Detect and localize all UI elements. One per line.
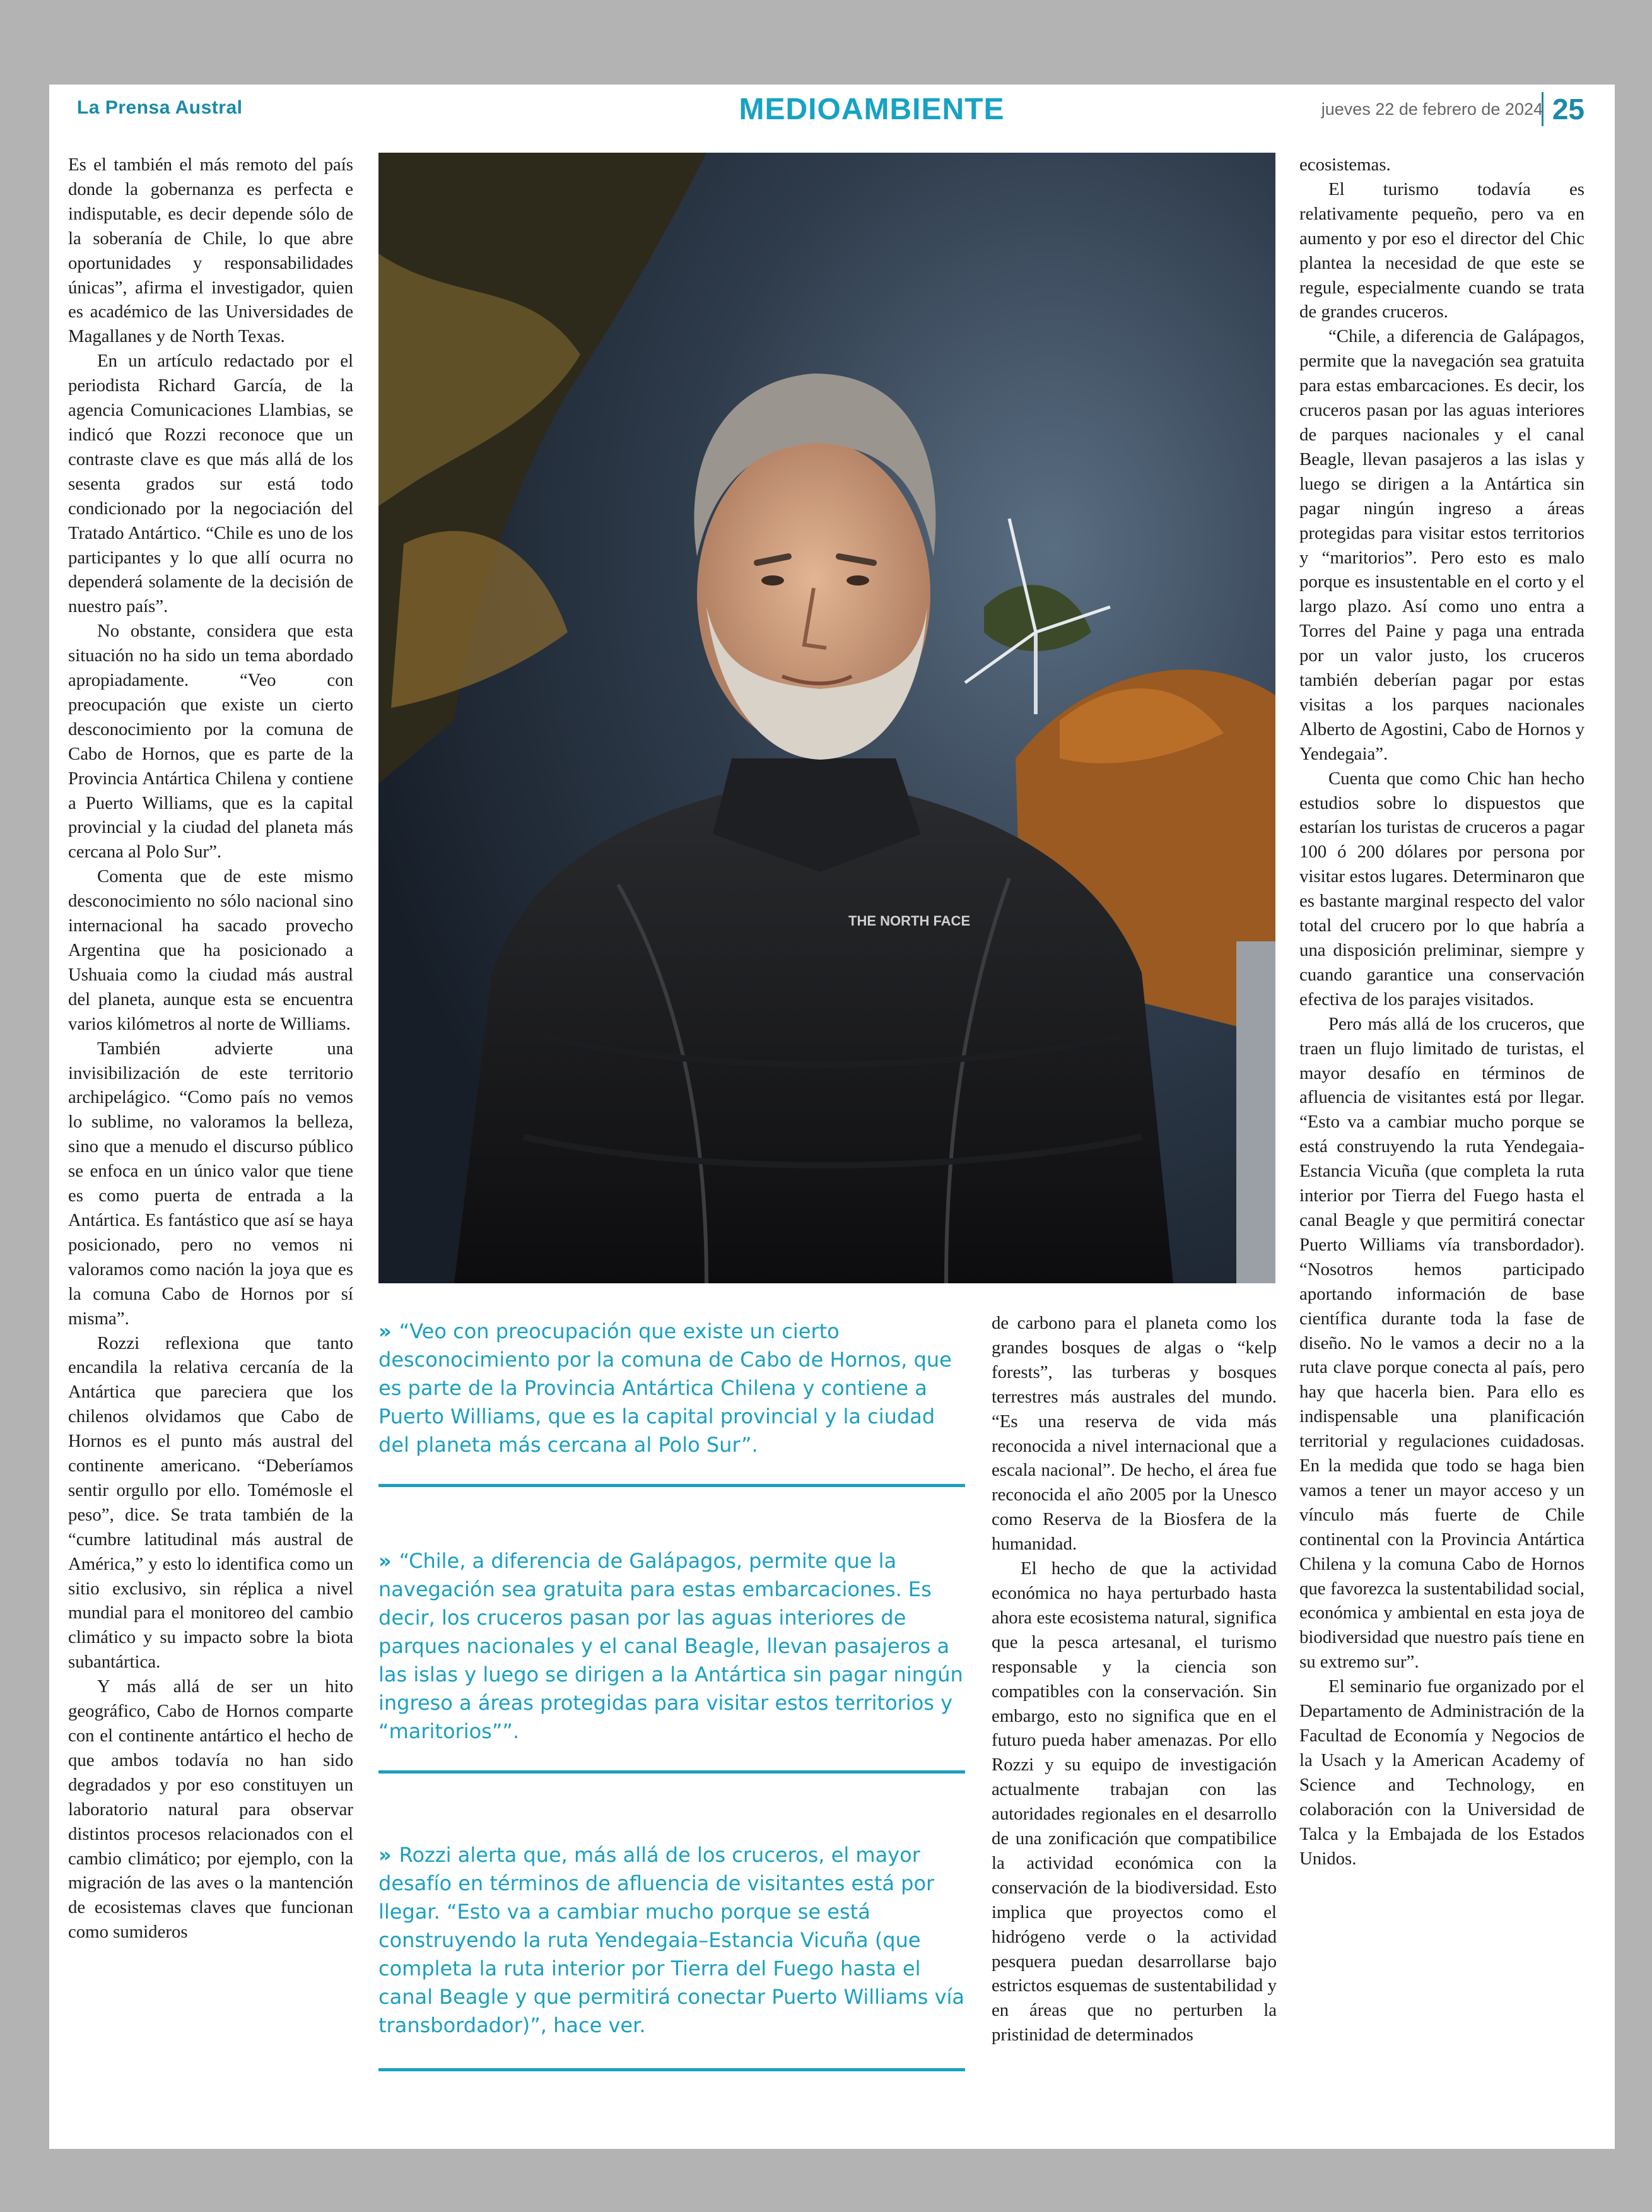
page-header [77, 92, 1585, 126]
article-paragraph: “Chile, a diferencia de Galápagos, permite que la navegación sea gratuita para estas embarcaciones. Es decir, los cruceros pasan por las aguas interiores de parques nacionales y el canal Beagle, llevan pasajeros a las islas y luego se dirigen a la Antártica sin pagar ningún ingreso a áreas protegidas para visitar estos territorios y “maritorios”. Pero esto es malo porque es insustentable en el corto y el largo plazo. Así como uno entra a Torres del Paine y paga una entrada por un valor justo, los cruceros también deberían pagar por estas visitas a los parques nacionales Alberto de Agostini, Cabo de Hornos y Yendegaia”. [1299, 326, 1585, 764]
newspaper-brand: La Prensa Austral [77, 97, 243, 118]
article-paragraph: En un artículo redactado por el periodista Richard García, de la agencia Comunicaciones Llambias, se indicó que Rozzi reconoce que un contraste clave es que más allá de los sesenta grados sur está todo condicionado por la negociación del Tratado Antártico. “Chile es uno de los participantes y lo que allí ocurra no dependerá solamente de la decisión de nuestro país”. [68, 351, 353, 617]
article-paragraph: También advierte una invisibilización de este territorio archipelágico. “Como país no vemos lo sublime, no valoramos la belleza, sino que a menudo el discurso público se enfoca en un único valor que tiene es como puerta de entrada a la Antártica. Es fantástico que así se haya posicionado, pero no vemos ni valoramos como nación la joya que es la comuna Cabo de Hornos por sí misma”. [68, 1038, 353, 1329]
issue-date: jueves 22 de febrero de 2024 [1321, 100, 1543, 119]
article-paragraph: Rozzi reflexiona que tanto encandila la relativa cercanía de la Antártica que pareciera que los chilenos olvidamos que Cabo de Hornos es el punto más austral del continente americano. “Deberíamos sentir orgullo por ello. Tomémosle el peso”, dice. Se trata también de la “cumbre latitudinal más austral de América,” y esto lo identifica como un sitio exclusivo, sin réplica a nivel mundial para el monitoreo del cambio climático y su impacto sobre la biota subantártica. [68, 1332, 353, 1673]
double-chevron-right-icon: » [378, 1843, 392, 1867]
article-paragraph: Es el también el más remoto del país donde la gobernanza es perfecta e indisputable, es decir depende sólo de la soberanía de Chile, lo que abre oportunidades y responsabilidades únicas”, afirma el investigador, quien es académico de las Universidades de Magallanes y de North Texas. [68, 155, 353, 347]
article-paragraph: Pero más allá de los cruceros, que traen un flujo limitado de turistas, el mayor desafío en términos de afluencia de visitantes está por llegar. “Esto va a cambiar mucho porque se está construyendo la ruta Yendegaia-Estancia Vicuña (que completa la ruta interior por Tierra del Fuego hasta el canal Beagle y que permitirá conectar Puerto Williams vía transbordador). “Nosotros hemos participado aportando información de base científica durante toda la fase de diseño. No le vamos a decir no a la ruta clave porque conecta al país, pero hay que hacerla bien. Para ello es indispensable una planificación territorial y regulaciones cuidadosas. En la medida que todo se haga bien vamos a tener un mayor acceso y un vínculo más fuerte de Chile continental con la Provincia Antártica Chilena y la comuna Cabo de Hornos que favorezca la sustentabilidad social, económica y ambiental en esta joya de biodiversidad que nuestro país tiene en su extremo sur”. [1299, 1013, 1585, 1673]
pullquote-divider [378, 1484, 965, 1487]
article-paragraph: El seminario fue organizado por el Departamento de Administración de la Facultad de Economía y Negocios de la Usach y la American Academy of Science and Technology, en colaboración con la Universidad de Talca y la Embajada de los Estados Unidos. [1299, 1676, 1585, 1869]
article-column-3 [992, 1311, 1277, 2047]
article-column-4 [1299, 153, 1585, 1871]
article-paragraph: No obstante, considera que esta situación no ha sido un tema abordado apropiadamente. “Veo con preocupación que existe un cierto desconocimiento por la comuna de Cabo de Hornos, que es parte de la Provincia Antártica Chilena y contiene a Puerto Williams, que es la capital provincial y la ciudad del planeta más cercana al Polo Sur”. [68, 621, 353, 862]
pullquote-text: Rozzi alerta que, más allá de los cruceros, el mayor desafío en términos de afluencia de visitantes está por llegar. “Esto va a cambiar mucho porque se está construyendo la ruta Yendegaia–Estancia Vicuña (que completa la ruta interior por Tierra del Fuego hasta el canal Beagle y que permitirá conectar Puerto Williams vía transbordador)”, hace ver. [378, 1843, 964, 2037]
pullquote-3 [378, 1841, 965, 2040]
double-chevron-right-icon: » [378, 1549, 392, 1573]
article-paragraph: de carbono para el planeta como los grandes bosques de algas o “kelp forests”, las turberas y bosques terrestres más australes del mundo. “Es una reserva de vida más reconocida a nivel internacional que a escala nacional”. De hecho, el área fue reconocida el año 2005 por la Unesco como Reserva de la Biosfera de la humanidad. [992, 1313, 1277, 1555]
article-column-1 [68, 153, 353, 1944]
portrait-photo [378, 153, 1275, 1283]
pullquote-2 [378, 1547, 965, 1746]
article-paragraph: El turismo todavía es relativamente pequeño, pero va en aumento y por eso el director del Chic plantea la necesidad de que este se regule, especialmente cuando se trata de grandes cruceros. [1299, 179, 1585, 322]
pullquote-divider [378, 2068, 965, 2071]
pullquote-divider [378, 1770, 965, 1774]
double-chevron-right-icon: » [378, 1319, 392, 1343]
pullquote-text: “Chile, a diferencia de Galápagos, permite que la navegación sea gratuita para estas embarcaciones. Es decir, los cruceros pasan por las aguas interiores de parques nacionales y el canal Beagle, llevan pasajeros a las islas y luego se dirigen a la Antártica sin pagar ningún ingreso a áreas protegidas para visitar estos territorios y “maritorios””. [378, 1549, 963, 1743]
section-title: MEDIOAMBIENTE [739, 93, 1005, 126]
jacket-logo: THE NORTH FACE [848, 913, 971, 929]
pullquote-1 [378, 1317, 965, 1459]
portrait-illustration [378, 153, 1275, 1283]
article-paragraph: Comenta que de este mismo desconocimiento no sólo nacional sino internacional ha sacado provecho Argentina que ha posicionado a Ushuaia como la ciudad más austral del planeta, aunque esta se encuentra varios kilómetros al norte de Williams. [68, 866, 353, 1034]
article-paragraph: Y más allá de ser un hito geográfico, Cabo de Hornos comparte con el continente antártico el hecho de que ambos todavía no han sido degradados y por eso constituyen un laboratorio natural para observar distintos procesos relacionados con el cambio climático; por ejemplo, con la migración de las aves o la mantención de ecosistemas claves que funcionan como sumideros [68, 1676, 353, 1943]
article-paragraph: ecosistemas. [1299, 155, 1391, 175]
page-number: 25 [1542, 92, 1585, 126]
article-paragraph: Cuenta que como Chic han hecho estudios sobre lo dispuestos que estarían los turistas de cruceros a pagar 100 ó 200 dólares por persona por visitar estos lugares. Determinaron que es bastante marginal respecto del valor total del crucero por lo que habría a una disposición preliminar, siempre y cuando garantice una conservación efectiva de los parajes visitados. [1299, 768, 1585, 1009]
article-paragraph: El hecho de que la actividad económica no haya perturbado hasta ahora este ecosistema natural, significa que la pesca artesanal, el turismo responsable y la ciencia son compatibles con la conservación. Sin embargo, esto no significa que en el futuro pueda haber amenazas. Por ello Rozzi y su equipo de investigación actualmente trabajan con las autoridades regionales en el desarrollo de una zonificación que compatibilice la actividad económica con la conservación de la biodiversidad. Esto implica que proyectos como el hidrógeno verde o la actividad pesquera puedan desarrollarse bajo estrictos esquemas de sustentabilidad y en áreas que no perturben la pristinidad de determinados [992, 1558, 1277, 2045]
pullquote-text: “Veo con preocupación que existe un cierto desconocimiento por la comuna de Cabo de Hornos, que es parte de la Provincia Antártica Chilena y contiene a Puerto Williams, que es la capital provincial y la ciudad del planeta más cercana al Polo Sur”. [378, 1319, 952, 1457]
